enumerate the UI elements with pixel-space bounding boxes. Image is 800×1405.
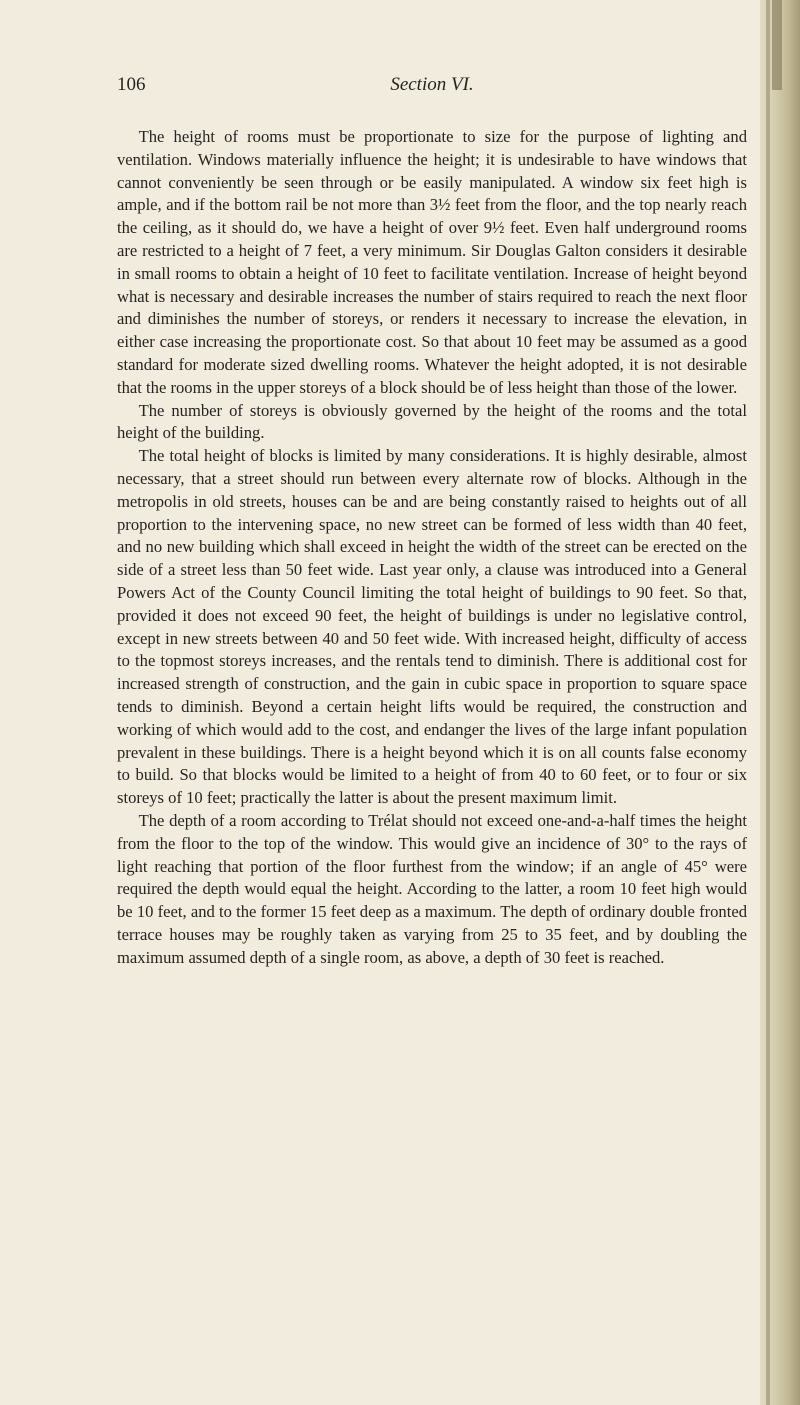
paragraph-total-height: The total height of blocks is limited by many considerations. It is highly desirable, almost necessary, that a street should run between every alternate row of blocks. Although in the metropolis in old streets, houses can be and are being constantly raised to heights out of all proportion to the intervening space, no new street can be formed of less width than 40 feet, and no new building which shall exceed in height the width of the street can be erected on the side of a street less than 50 feet wide. Last year only, a clause was introduced into a General Powers Act of the County Council limiting the total height of buildings to 90 feet. So that, provided it does not exceed 90 feet, the height of buildings is under no legislative control, except in new streets between 40 and 50 feet wide. With increased height, difficulty of access to the topmost storeys increases, and the rentals tend to diminish. There is additional cost for increased strength of construction, and the gain in cubic space in proportion to square space tends to diminish. Beyond a certain height lifts would be required, the construction and working of which would add to the cost, and endanger the lives of the large infant population prevalent in these buildings. There is a height beyond which it is on all counts false economy to build. So that blocks would be limited to a height of from 40 to 60 feet, or to four or six storeys of 10 feet; practically the latter is about the present maximum limit. xyxy=(117,446,747,808)
body-text xyxy=(117,126,747,969)
binding-shadow xyxy=(766,0,770,1405)
running-head: Section VI. xyxy=(390,74,474,95)
paragraph-room-height: The height of rooms must be proportionate to size for the purpose of lighting and ventilation. Windows materially influence the height; it is undesirable to have windows that cannot conveniently be seen through or be easily manipulated. A window six feet high is ample, and if the bottom rail be not more than 3½ feet from the floor, and the top nearly reach the ceiling, as it should do, we have a height of over 9½ feet. Even half underground rooms are restricted to a height of 7 feet, a very minimum. Sir Douglas Galton considers it desirable in small rooms to obtain a height of 10 feet to facilitate ventilation. Increase of height beyond what is necessary and desirable increases the number of stairs required to reach the next floor and diminishes the number of storeys, or renders it necessary to increase the elevation, in either case increasing the proportionate cost. So that about 10 feet may be assumed as a good standard for moderate sized dwelling rooms. Whatever the height adopted, it is not desirable that the rooms in the upper storeys of a block should be of less height than those of the lower. xyxy=(117,127,747,397)
paragraph-number-of-storeys: The number of storeys is obviously governed by the height of the rooms and the total height of the building. xyxy=(117,400,747,443)
page-header xyxy=(117,74,747,104)
page-number: 106 xyxy=(117,74,146,95)
binding-top-shadow xyxy=(772,0,782,90)
paragraph-room-depth: The depth of a room according to Trélat should not exceed one-and-a-half times the height from the floor to the top of the window. This would give an incidence of 30° to the rays of light reaching that portion of the floor furthest from the window; if an angle of 45° were required the depth would equal the height. According to the latter, a room 10 feet high would be 10 feet, and to the former 15 feet deep as a maximum. The depth of ordinary double fronted terrace houses may be roughly taken as varying from 25 to 35 feet, and by doubling the maximum assumed depth of a single room, as above, a depth of 30 feet is reached. xyxy=(117,810,747,967)
